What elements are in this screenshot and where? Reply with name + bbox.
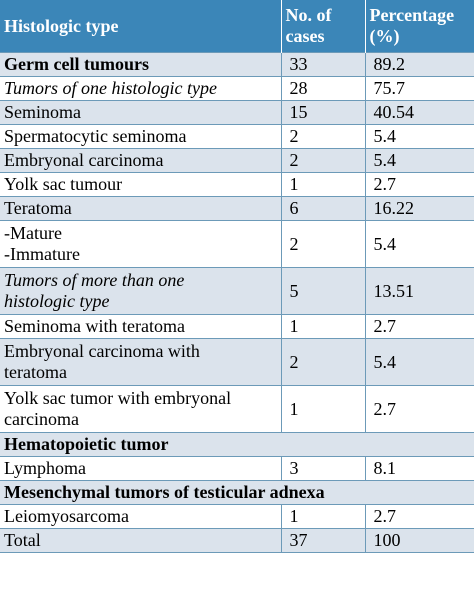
table-section-row	[0, 433, 474, 457]
table-row	[0, 221, 474, 268]
row-percentage: 40.54	[365, 101, 474, 125]
row-percentage: 2.7	[365, 505, 474, 529]
row-type: Yolk sac tumor with embryonal carcinoma	[0, 386, 281, 433]
row-type: Total	[0, 529, 281, 553]
table-row	[0, 386, 474, 433]
row-cases: 2	[281, 125, 365, 149]
row-cases: 2	[281, 149, 365, 173]
row-percentage: 2.7	[365, 315, 474, 339]
row-percentage: 75.7	[365, 77, 474, 101]
table-row	[0, 125, 474, 149]
row-type: Embryonal carcinoma with teratoma	[0, 339, 281, 386]
row-cases: 5	[281, 268, 365, 315]
section-mesenchymal: Mesenchymal tumors of testicular adnexa	[0, 481, 474, 505]
row-type: Tumors of more than one histologic type	[0, 268, 281, 315]
row-type: Lymphoma	[0, 457, 281, 481]
row-percentage: 2.7	[365, 173, 474, 197]
row-percentage: 5.4	[365, 339, 474, 386]
table-row	[0, 339, 474, 386]
row-type: -Mature -Immature	[0, 221, 281, 268]
table-row	[0, 457, 474, 481]
row-type: Leiomyosarcoma	[0, 505, 281, 529]
table-row	[0, 197, 474, 221]
header-no-of-cases: No. of cases	[281, 0, 365, 53]
row-type: Teratoma	[0, 197, 281, 221]
table-row	[0, 77, 474, 101]
table-row	[0, 315, 474, 339]
table-row	[0, 505, 474, 529]
row-type: Spermatocytic seminoma	[0, 125, 281, 149]
table-header-row	[0, 0, 474, 53]
table-row	[0, 53, 474, 77]
row-type: Yolk sac tumour	[0, 173, 281, 197]
table-row	[0, 101, 474, 125]
table-section-row	[0, 481, 474, 505]
table-row	[0, 149, 474, 173]
row-percentage: 5.4	[365, 125, 474, 149]
row-cases: 33	[281, 53, 365, 77]
row-cases: 1	[281, 505, 365, 529]
table-total-row	[0, 529, 474, 553]
row-percentage: 13.51	[365, 268, 474, 315]
row-cases: 2	[281, 339, 365, 386]
row-cases: 1	[281, 315, 365, 339]
row-type: Seminoma with teratoma	[0, 315, 281, 339]
table-row	[0, 268, 474, 315]
row-percentage: 2.7	[365, 386, 474, 433]
row-percentage: 100	[365, 529, 474, 553]
table-row	[0, 173, 474, 197]
row-cases: 6	[281, 197, 365, 221]
row-percentage: 16.22	[365, 197, 474, 221]
header-histologic-type: Histologic type	[0, 0, 281, 53]
row-type: Tumors of one histologic type	[0, 77, 281, 101]
row-cases: 3	[281, 457, 365, 481]
header-percentage: Percentage (%)	[365, 0, 474, 53]
row-percentage: 8.1	[365, 457, 474, 481]
row-cases: 2	[281, 221, 365, 268]
row-percentage: 89.2	[365, 53, 474, 77]
row-cases: 28	[281, 77, 365, 101]
row-type: Germ cell tumours	[0, 53, 281, 77]
row-cases: 37	[281, 529, 365, 553]
row-type: Embryonal carcinoma	[0, 149, 281, 173]
row-cases: 15	[281, 101, 365, 125]
section-hematopoietic: Hematopoietic tumor	[0, 433, 474, 457]
row-cases: 1	[281, 173, 365, 197]
row-cases: 1	[281, 386, 365, 433]
row-percentage: 5.4	[365, 149, 474, 173]
row-type: Seminoma	[0, 101, 281, 125]
row-percentage: 5.4	[365, 221, 474, 268]
